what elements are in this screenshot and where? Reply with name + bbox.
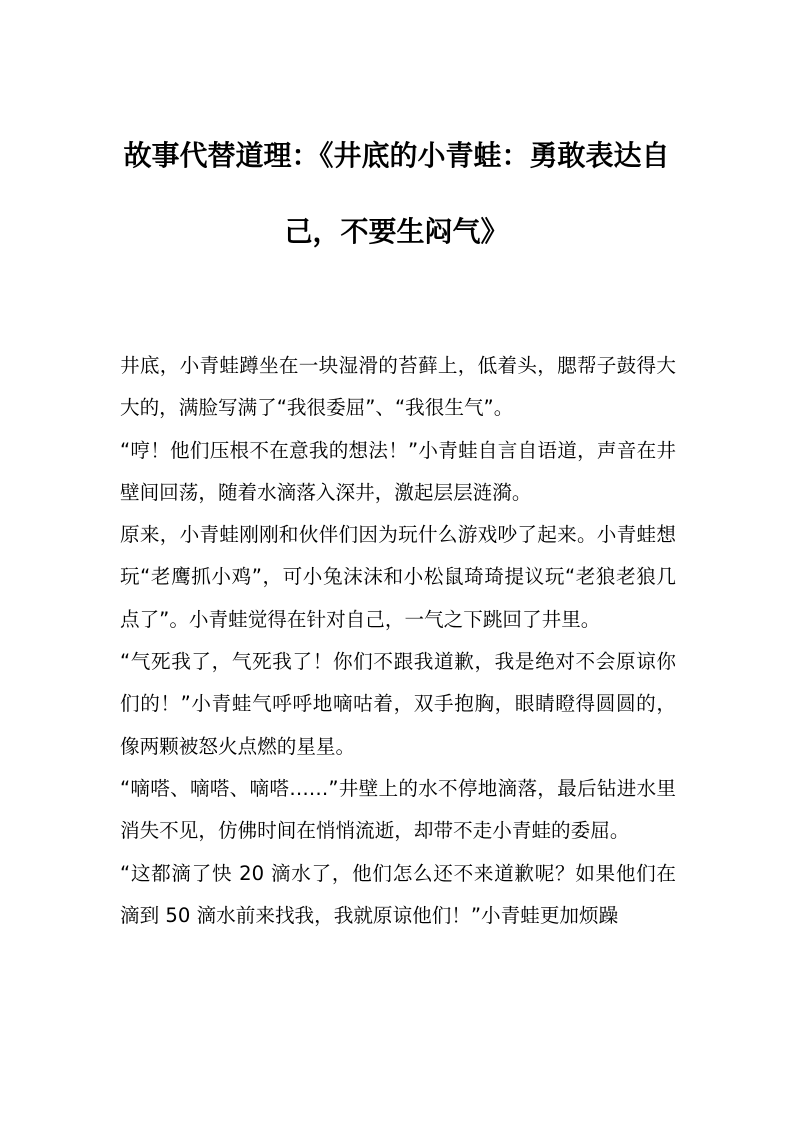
document-body xyxy=(120,345,676,937)
document-title: 故事代替道理：《井底的小青蛙：勇敢表达自己，不要生闷气》 xyxy=(123,139,670,248)
paragraph: “这都滴了快 20 滴水了，他们怎么还不来道歉呢？如果他们在滴到 50 滴水前来找我，我就原谅他们！”小青蛙更加烦躁 xyxy=(120,861,676,927)
paragraph: “嘀嗒、嘀嗒、嘀嗒……”井壁上的水不停地滴落，最后钻进水里消失不见，仿佛时间在悄悄流逝，却带不走小青蛙的委屈。 xyxy=(120,776,676,843)
paragraph: “气死我了，气死我了！你们不跟我道歉，我是绝对不会原谅你们的！”小青蛙气呼呼地嘀咕着，双手抱胸，眼睛瞪得圆圆的，像两颗被怒火点燃的星星。 xyxy=(120,650,676,758)
paragraph: 井底，小青蛙蹲坐在一块湿滑的苔藓上，低着头，腮帮子鼓得大大的，满脸写满了“我很委屈”、“我很生气”。 xyxy=(120,354,676,420)
paragraph: 原来，小青蛙刚刚和伙伴们因为玩什么游戏吵了起来。小青蛙想玩“老鹰抓小鸡”，可小兔沫沫和小松鼠琦琦提议玩“老狼老狼几点了”。小青蛙觉得在针对自己，一气之下跳回了井里。 xyxy=(120,523,676,631)
paragraph: “哼！他们压根不在意我的想法！”小青蛙自言自语道，声音在井壁间回荡，随着水滴落入深井，激起层层涟漪。 xyxy=(120,438,676,504)
